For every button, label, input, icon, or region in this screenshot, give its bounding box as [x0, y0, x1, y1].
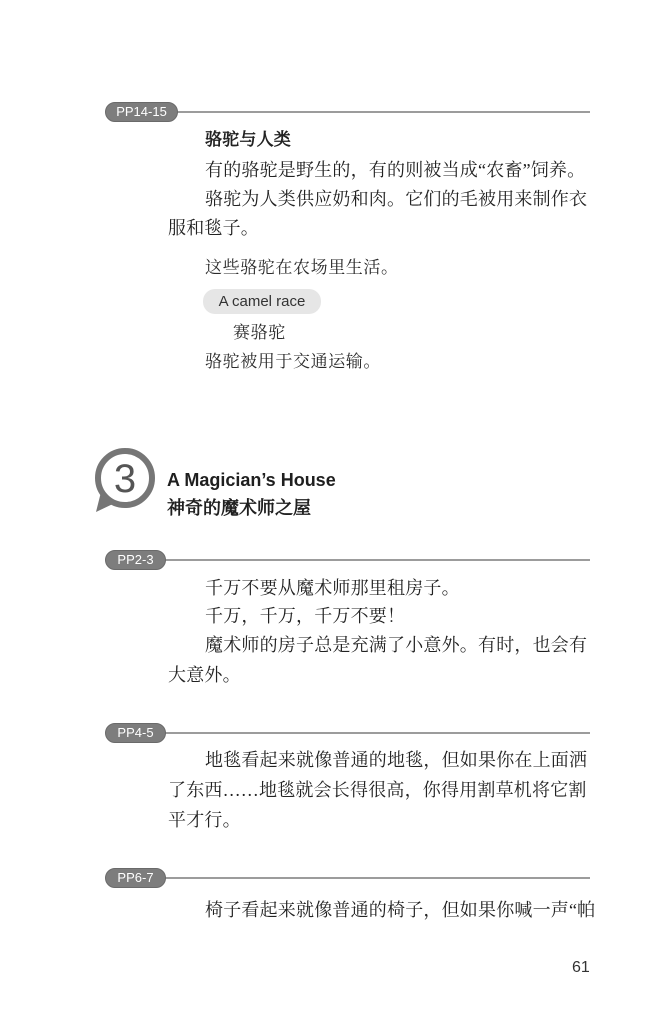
caption-line: 赛骆驼 — [233, 323, 286, 342]
body-line: 椅子看起来就像普通的椅子，但如果你喊一声“帕 — [205, 900, 596, 920]
body-line: 地毯看起来就像普通的地毯，但如果你在上面洒 — [205, 750, 588, 770]
page-number: 61 — [572, 959, 590, 976]
section-rule — [160, 559, 590, 561]
page-range-tag: PP2-3 — [105, 550, 166, 570]
section-heading: 骆驼与人类 — [205, 130, 291, 149]
section-rule — [160, 732, 590, 734]
body-line: 服和毯子。 — [168, 218, 259, 238]
page-range-tag: PP14-15 — [105, 102, 178, 122]
chapter-title-chinese: 神奇的魔术师之屋 — [167, 498, 311, 518]
caption-line: 这些骆驼在农场里生活。 — [205, 258, 399, 277]
english-phrase-pill: A camel race — [203, 289, 321, 314]
body-line: 骆驼为人类供应奶和肉。它们的毛被用来制作衣 — [205, 189, 588, 209]
chapter-title-english: A Magician’s House — [167, 470, 336, 490]
body-line: 魔术师的房子总是充满了小意外。有时，也会有 — [205, 635, 588, 655]
section-rule — [170, 111, 590, 113]
page-range-tag: PP6-7 — [105, 868, 166, 888]
body-line: 大意外。 — [168, 665, 241, 685]
section-rule — [160, 877, 590, 879]
chapter-number: 3 — [113, 457, 137, 501]
chapter-number-badge — [89, 444, 161, 516]
caption-line: 骆驼被用于交通运输。 — [205, 352, 381, 371]
body-line: 平才行。 — [168, 810, 241, 830]
body-line: 千万，千万，千万不要！ — [205, 606, 406, 626]
body-line: 千万不要从魔术师那里租房子。 — [205, 578, 460, 598]
body-line: 有的骆驼是野生的，有的则被当成“农畜”饲养。 — [205, 160, 586, 180]
body-line: 了东西……地毯就会长得很高，你得用割草机将它割 — [168, 780, 587, 800]
page-range-tag: PP4-5 — [105, 723, 166, 743]
